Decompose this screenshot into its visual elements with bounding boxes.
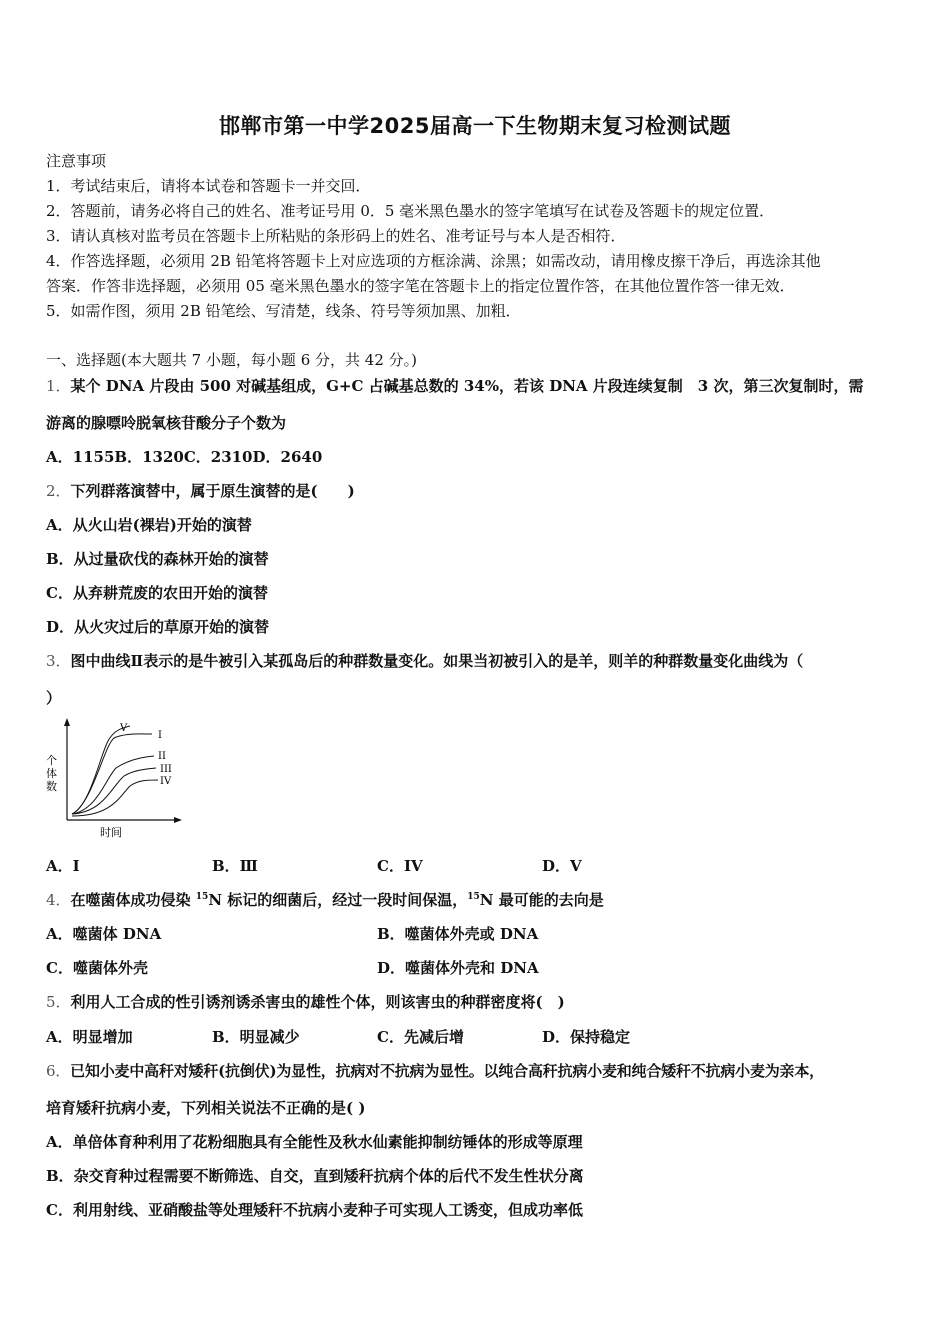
option-d: D．保持稳定 — [542, 1028, 631, 1046]
notice-item: 答案．作答非选择题，必须用 05 毫米黑色墨水的签字笔在答题卡上的指定位置作答，在其他位置作答一律无效． — [46, 277, 795, 295]
section-heading: 一、选择题(本大题共 7 小题，每小题 6 分，共 42 分。) — [46, 351, 417, 369]
question-5 — [46, 992, 565, 1012]
y-label: 体 — [46, 767, 57, 780]
question-1-options: A．1155B．1320C．2310D．2640 — [46, 448, 323, 466]
notice-item: 4．作答选择题，必须用 2B 铅笔将答题卡上对应选项的方框涂满、涂黑；如需改动，请用橡皮擦干净后，再选涂其他 — [46, 252, 821, 270]
option-c: C．噬菌体外壳 — [46, 959, 148, 977]
question-4 — [46, 890, 604, 910]
question-number: 3． — [46, 652, 71, 670]
superscript: 15 — [195, 892, 209, 902]
option-a: A．噬菌体 DNA — [46, 925, 162, 943]
question-stem: 某个 DNA 片段由 500 对碱基组成，G+C 占碱基总数的 34%，若该 DNA 片段连续复制 3 次，第三次复制时，需 — [70, 377, 864, 395]
question-stem: 利用人工合成的性引诱剂诱杀害虫的雄性个体，则该害虫的种群密度将( ) — [70, 993, 565, 1011]
question-6-cont: 培育矮秆抗病小麦，下列相关说法不正确的是( ) — [46, 1099, 366, 1117]
question-stem: 在噬菌体成功侵染 — [70, 891, 196, 909]
curve-label-iv: IV — [160, 776, 172, 787]
option-a: A．明显增加 — [46, 1028, 133, 1046]
y-label: 数 — [46, 780, 57, 793]
option-c: C．先减后增 — [377, 1028, 464, 1046]
notice-item: 5．如需作图，须用 2B 铅笔绘、写清楚，线条、符号等须加黑、加粗． — [46, 302, 521, 320]
option-b: B．从过量砍伐的森林开始的演替 — [46, 550, 269, 568]
curve-label-ii: II — [158, 751, 166, 762]
curve-ii — [72, 756, 154, 814]
option-b: B．Ⅲ — [212, 857, 258, 875]
curve-iv — [72, 780, 158, 816]
option-d: D．从火灾过后的草原开始的演替 — [46, 618, 270, 636]
option-b: B．杂交育种过程需要不断筛选、自交，直到矮秆抗病个体的后代不发生性状分离 — [46, 1167, 584, 1185]
superscript: 15 — [467, 892, 480, 902]
option-c: C．从弃耕荒废的农田开始的演替 — [46, 584, 268, 602]
y-axis-arrow — [64, 718, 70, 726]
question-stem: N 最可能的去向是 — [479, 891, 604, 909]
x-axis-arrow — [174, 817, 182, 823]
question-number: 6． — [46, 1062, 71, 1080]
option-b: B．明显减少 — [212, 1028, 300, 1046]
question-3 — [46, 651, 803, 671]
notice-item: 2．答题前，请务必将自己的姓名、准考证号用 0．5 毫米黑色墨水的签字笔填写在试卷及答题卡的规定位置． — [46, 202, 775, 220]
question-stem: 图中曲线Ⅱ表示的是牛被引入某孤岛后的种群数量变化。如果当初被引入的是羊，则羊的种群数量变化曲线为（ — [70, 652, 804, 670]
question-number: 1． — [46, 377, 71, 395]
curve-label-iii: III — [160, 764, 172, 775]
curve-iii — [72, 768, 156, 814]
option-d: D．噬菌体外壳和 DNA — [377, 959, 539, 977]
option-a: A．I — [46, 857, 80, 875]
question-number: 2． — [46, 482, 71, 500]
curve-v — [72, 726, 130, 814]
option-c: C．利用射线、亚硝酸盐等处理矮秆不抗病小麦种子可实现人工诱变，但成功率低 — [46, 1201, 583, 1219]
question-6 — [46, 1061, 824, 1081]
population-curve-figure — [42, 716, 192, 842]
question-2 — [46, 481, 355, 501]
question-stem: 已知小麦中高秆对矮秆(抗倒伏)为显性，抗病对不抗病为显性。以纯合高秆抗病小麦和纯合矮秆不抗病小麦为亲本， — [70, 1062, 824, 1080]
option-b: B．噬菌体外壳或 DNA — [377, 925, 539, 943]
question-number: 4． — [46, 891, 71, 909]
question-stem: N 标记的细菌后，经过一段时间保温， — [208, 891, 468, 909]
curve-label-v: V — [120, 723, 128, 734]
y-label: 个 — [46, 754, 57, 767]
curve-label-i: I — [158, 730, 162, 741]
option-a: A．从火山岩(裸岩)开始的演替 — [46, 516, 252, 534]
notice-heading: 注意事项 — [46, 152, 107, 170]
question-stem: 下列群落演替中，属于原生演替的是( ) — [70, 482, 355, 500]
question-1 — [46, 376, 863, 396]
notice-item: 1．考试结束后，请将本试卷和答题卡一并交回． — [46, 177, 371, 195]
exam-title: 邯郸市第一中学2025届高一下生物期末复习检测试题 — [219, 114, 731, 138]
notice-item: 3．请认真核对监考员在答题卡上所粘贴的条形码上的姓名、准考证号与本人是否相符． — [46, 227, 626, 245]
question-number: 5． — [46, 993, 71, 1011]
population-curve-svg — [42, 716, 192, 842]
option-a: A．单倍体育种利用了花粉细胞具有全能性及秋水仙素能抑制纺锤体的形成等原理 — [46, 1133, 583, 1151]
option-d: D．V — [542, 857, 582, 875]
x-label: 时间 — [100, 826, 122, 839]
question-3-cont: ） — [46, 689, 62, 707]
question-1-cont: 游离的腺嘌呤脱氧核苷酸分子个数为 — [46, 414, 287, 432]
option-c: C．IV — [377, 857, 423, 875]
